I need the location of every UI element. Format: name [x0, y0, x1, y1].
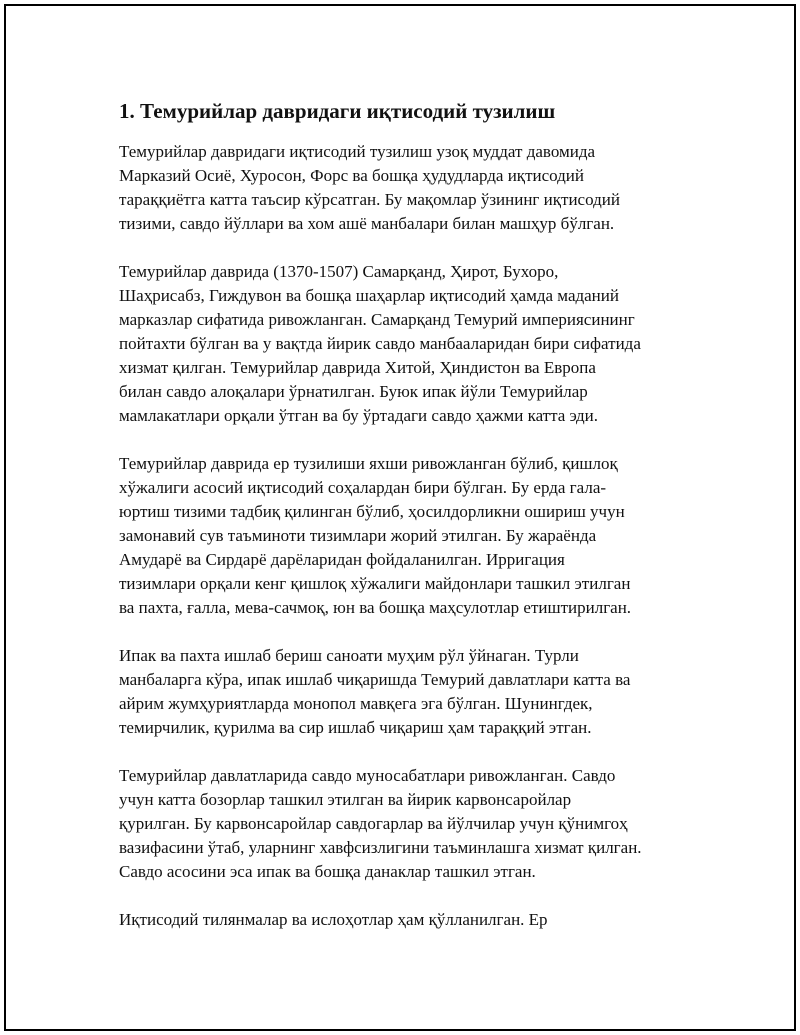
text-line: тизими, савдо йўллари ва хом ашё манбалари билан машҳур бўлган. [119, 214, 615, 233]
text-line: юртиш тизими тадбиқ қилинган бўлиб, ҳосилдорликни ошириш учун [119, 502, 625, 521]
text-line: Амударё ва Сирдарё дарёларидан фойдаланилган. Ирригация [119, 550, 565, 569]
text-line: Ипак ва пахта ишлаб бериш саноати муҳим рўл ўйнаган. Турли [119, 646, 579, 665]
text-line: тизимлари орқали кенг қишлоқ хўжалиги майдонлари ташкил этилган [119, 574, 631, 593]
paragraph [119, 764, 699, 884]
text-line: темирчилик, қурилма ва сир ишлаб чиқариш ҳам тараққий этган. [119, 718, 592, 737]
paragraph [119, 452, 699, 620]
text-line: замонавий сув таъминоти тизимлари жорий этилган. Бу жараёнда [119, 526, 597, 545]
page-frame [4, 4, 796, 1031]
text-line: Иқтисодий тилянмалар ва ислоҳотлар ҳам қўлланилган. Ер [119, 910, 548, 929]
paragraph-list [119, 140, 699, 932]
text-line: хўжалиги асосий иқтисодий соҳалардан бири бўлган. Бу ерда гала- [119, 478, 607, 497]
section-title: 1. Темурийлар давридаги иқтисодий тузилиш [119, 99, 556, 123]
text-line: билан савдо алоқалари ўрнатилган. Буюк ипак йўли Темурийлар [119, 382, 588, 401]
text-line: Темурийлар даврида (1370-1507) Самарқанд, Ҳирот, Бухоро, [119, 262, 559, 281]
paragraph [119, 140, 699, 236]
text-line: қурилган. Бу карвонсаройлар савдогарлар ва йўлчилар учун қўнимгоҳ [119, 814, 628, 833]
text-line: вазифасини ўтаб, уларнинг хавфсизлигини таъминлашга хизмат қилган. [119, 838, 642, 857]
text-line: Темурийлар давлатларида савдо муносабатлари ривожланган. Савдо [119, 766, 616, 785]
paragraph [119, 908, 699, 932]
text-line: пойтахти бўлган ва у вақтда йирик савдо манбааларидан бири сифатида [119, 334, 641, 353]
text-line: марказлар сифатида ривожланган. Самарқанд Темурий империясининг [119, 310, 635, 329]
text-line: айрим жумҳуриятларда монопол мавқега эга бўлган. Шунингдек, [119, 694, 593, 713]
text-line: Шаҳрисабз, Гиждувон ва бошқа шаҳарлар иқтисодий ҳамда маданий [119, 286, 619, 305]
paragraph [119, 260, 699, 428]
text-line: ва пахта, ғалла, мева-сачмоқ, юн ва бошқа маҳсулотлар етиштирилган. [119, 598, 632, 617]
text-line: хизмат қилган. Темурийлар даврида Хитой, Ҳиндистон ва Европа [119, 358, 596, 377]
document-body [119, 96, 699, 956]
text-line: Савдо асосини эса ипак ва бошқа данаклар ташкил этган. [119, 862, 536, 881]
text-line: Темурийлар давридаги иқтисодий тузилиш узоқ муддат давомида [119, 142, 596, 161]
text-line: учун катта бозорлар ташкил этилган ва йирик карвонсаройлар [119, 790, 572, 809]
text-line: Темурийлар даврида ер тузилиши яхши ривожланган бўлиб, қишлоқ [119, 454, 618, 473]
text-line: тараққиётга катта таъсир кўрсатган. Бу мақомлар ўзининг иқтисодий [119, 190, 620, 209]
text-line: мамлакатлари орқали ўтган ва бу ўртадаги савдо ҳажми катта эди. [119, 406, 598, 425]
text-line: манбаларга кўра, ипак ишлаб чиқаришда Темурий давлатлари катта ва [119, 670, 631, 689]
text-line: Марказий Осиё, Хуросон, Форс ва бошқа ҳудудларда иқтисодий [119, 166, 584, 185]
paragraph [119, 644, 699, 740]
